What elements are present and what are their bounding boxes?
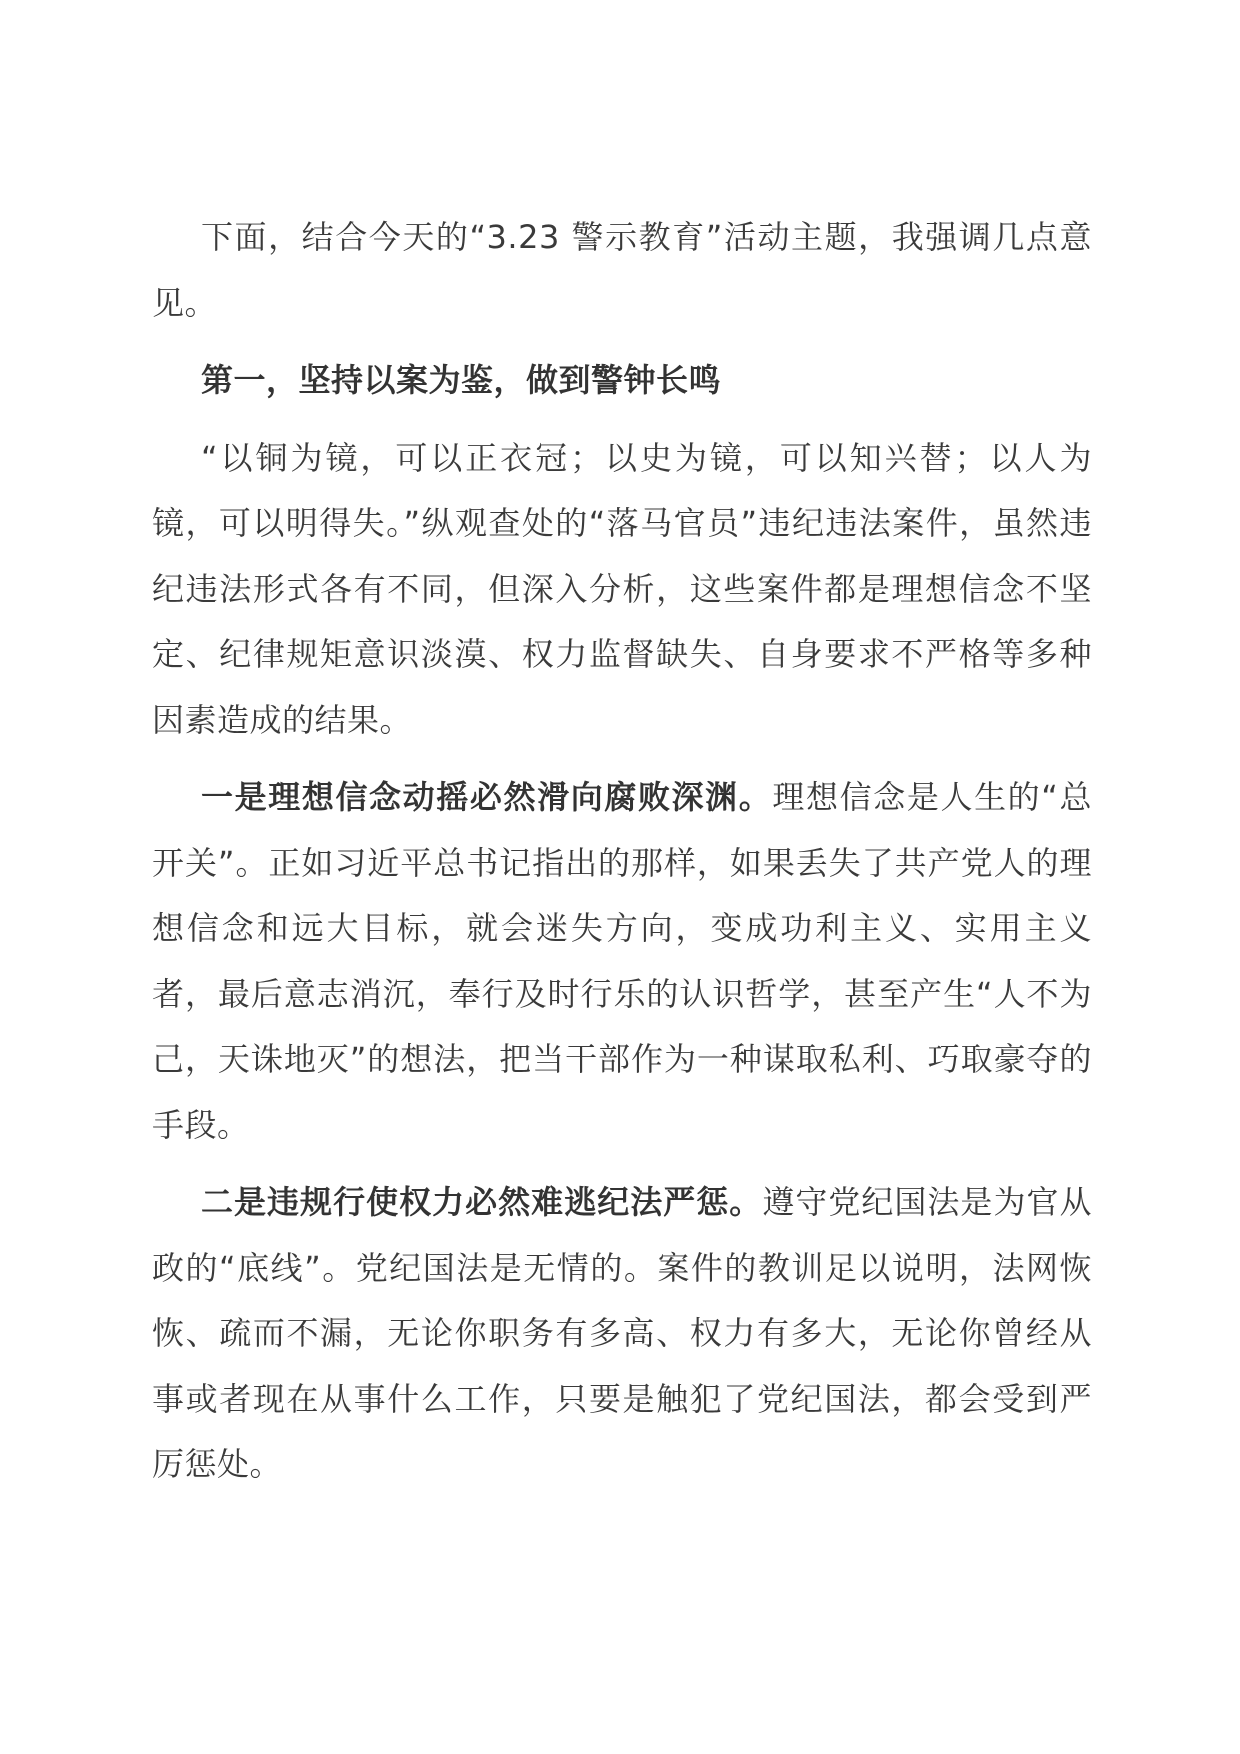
point-two-lead: 二是违规行使权力必然难逃纪法严惩。 <box>201 1183 763 1221</box>
point-two-paragraph <box>152 1170 1092 1498</box>
point-one-body: 理想信念是人生的“总开关”。正如习近平总书记指出的那样，如果丢失了共产党人的理想信念和远大目标，就会迷失方向，变成功利主义、实用主义者，最后意志消沉，奉行及时行乐的认识哲学，甚至产生“人不为己，天诛地灭”的想法，把当干部作为一种谋取私利、巧取豪夺的手段。 <box>152 778 1092 1144</box>
point-one-lead: 一是理想信念动摇必然滑向腐败深渊。 <box>201 778 773 816</box>
point-two-body: 遵守党纪国法是为官从政的“底线”。党纪国法是无情的。案件的教训足以说明，法网恢恢、疏而不漏，无论你职务有多高、权力有多大，无论你曾经从事或者现在从事什么工作，只要是触犯了党纪国法，都会受到严厉惩处。 <box>152 1183 1092 1483</box>
intro-paragraph: 下面，结合今天的“3.23 警示教育”活动主题，我强调几点意见。 <box>152 218 1092 322</box>
section-heading: 第一，坚持以案为鉴，做到警钟长鸣 <box>201 361 722 399</box>
document-body <box>152 205 1092 1510</box>
quote-paragraph: “以铜为镜，可以正衣冠；以史为镜，可以知兴替；以人为镜，可以明得失。”纵观查处的“落马官员”违纪违法案件，虽然违纪违法形式各有不同，但深入分析，这些案件都是理想信念不坚定、纪律规矩意识淡漠、权力监督缺失、自身要求不严格等多种因素造成的结果。 <box>152 438 1092 739</box>
point-one-paragraph <box>152 765 1092 1158</box>
